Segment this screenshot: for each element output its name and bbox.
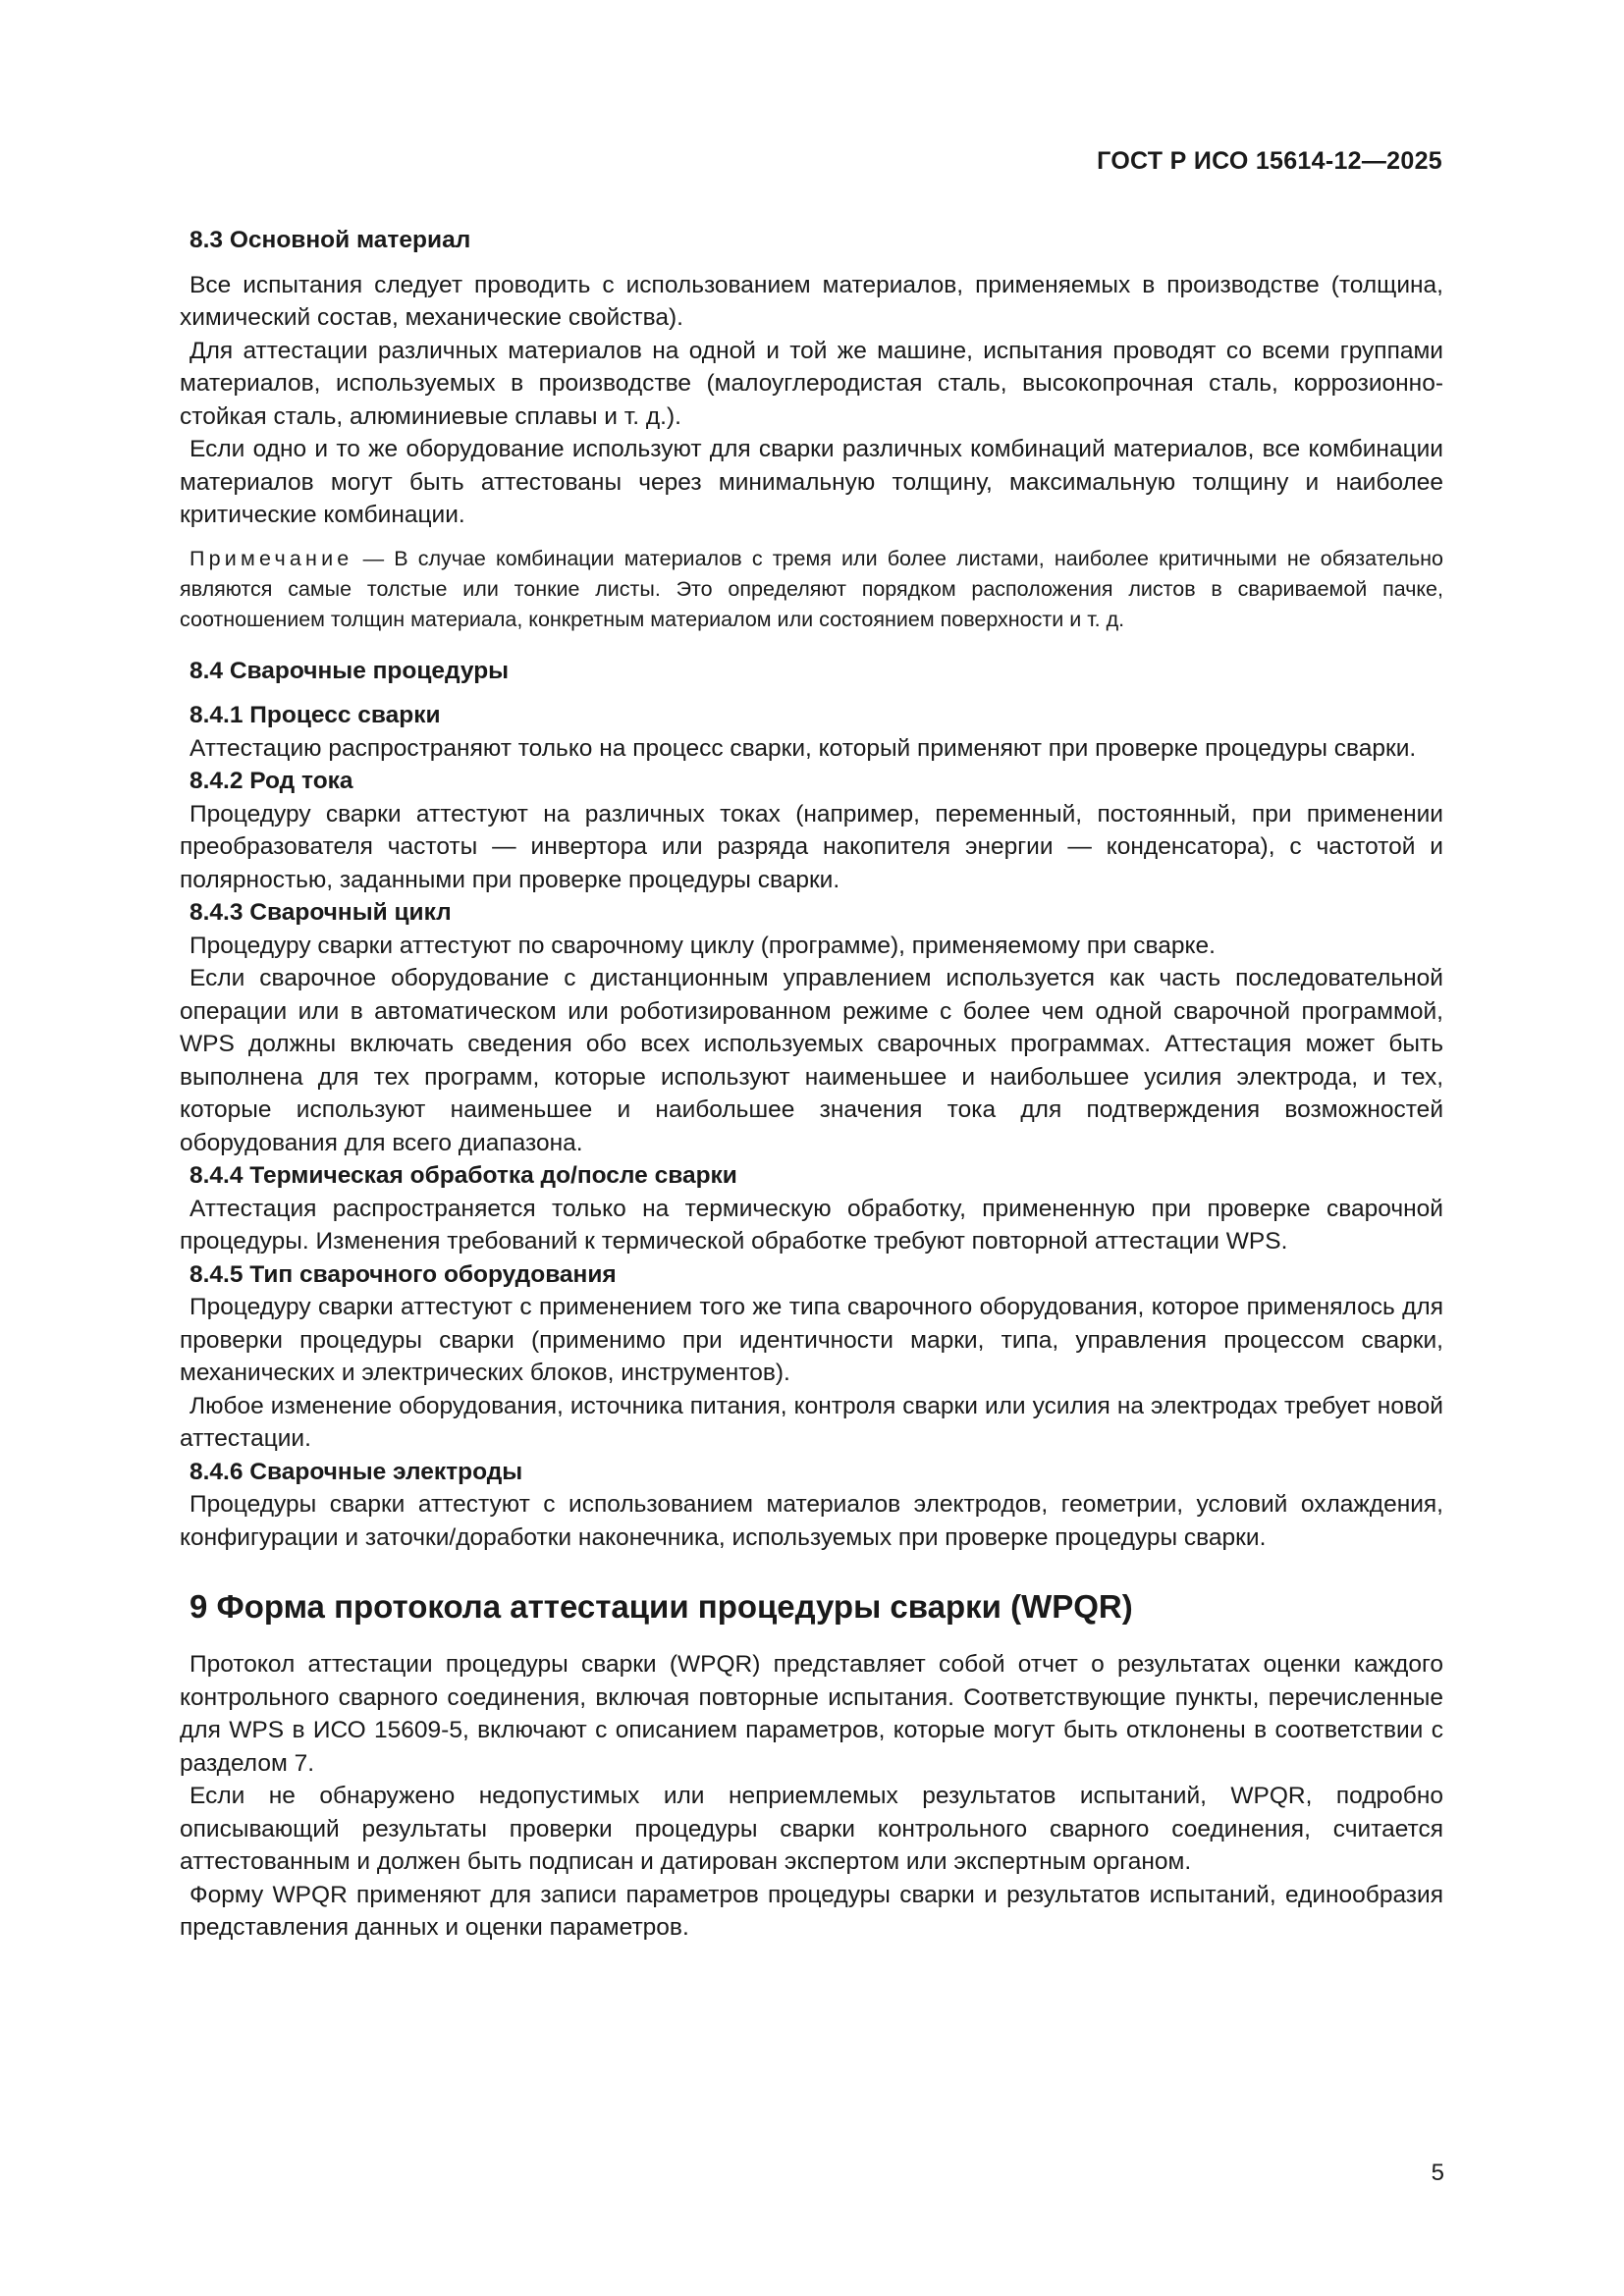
paragraph: Процедуру сварки аттестуют по сварочному циклу (программе), применяемому при сварке.	[189, 932, 1216, 959]
section-8-4-2-heading: 8.4.2 Род тока	[189, 768, 353, 794]
paragraph: Аттестацию распространяют только на процесс сварки, который применяют при проверке процедуры сварки.	[189, 734, 1417, 762]
paragraph: Процедуру сварки аттестуют с применением того же типа сварочного оборудования, которое применялось для проверки процедуры сварки (применимо при идентичности марки, типа, управления процессом сварки, механических и электрических блоков, инструментов).	[180, 1294, 1443, 1386]
section-9-heading: 9 Форма протокола аттестации процедуры сварки (WPQR)	[189, 1588, 1133, 1625]
paragraph: Если одно и то же оборудование используют для сварки различных комбинаций материалов, все комбинации материалов могут быть аттестованы через минимальную толщину, максимальную толщину и наиболее критические комбинации.	[180, 436, 1443, 528]
section-8-4-3-heading: 8.4.3 Сварочный цикл	[189, 899, 452, 926]
section-8-4-4-heading: 8.4.4 Термическая обработка до/после сварки	[189, 1162, 737, 1189]
paragraph: Процедуры сварки аттестуют с использованием материалов электродов, геометрии, условий охлаждения, конфигурации и заточки/доработки наконечника, используемых при проверке процедуры сварки.	[180, 1491, 1443, 1551]
paragraph: Процедуру сварки аттестуют на различных токах (например, переменный, постоянный, при применении преобразователя частоты — инвертора или разряда накопителя энергии — конденсатора), с частотой и полярностью, заданными при проверке процедуры сварки.	[180, 800, 1443, 893]
page-content	[180, 224, 1443, 1945]
note-text: — В случае комбинации материалов с тремя или более листами, наиболее критичными не обязательно являются самые толстые или тонкие листы. Это определяют порядком расположения листов в свариваемой пачке, соотношением толщин материала, конкретным материалом или состоянием поверхности и т. д.	[180, 546, 1443, 631]
paragraph: Для аттестации различных материалов на одной и той же машине, испытания проводят со всеми группами материалов, используемых в производстве (малоуглеродистая сталь, высокопрочная сталь, коррозионно-стойкая сталь, алюминиевые сплавы и т. д.).	[180, 337, 1443, 430]
standard-header: ГОСТ Р ИСО 15614-12—2025	[1097, 147, 1442, 175]
paragraph: Все испытания следует проводить с использованием материалов, применяемых в производстве (толщина, химический состав, механические свойства).	[180, 271, 1443, 331]
paragraph: Аттестация распространяется только на термическую обработку, примененную при проверке сварочной процедуры. Изменения требований к термической обработке требуют повторной аттестации WPS.	[180, 1195, 1443, 1255]
paragraph: Форму WPQR применяют для записи параметров процедуры сварки и результатов испытаний, единообразия представления данных и оценки параметров.	[180, 1881, 1443, 1941]
note	[180, 544, 1443, 635]
page-number: 5	[1431, 2160, 1444, 2186]
section-8-4-5-heading: 8.4.5 Тип сварочного оборудования	[189, 1260, 617, 1288]
section-8-3-heading: 8.3 Основной материал	[189, 227, 471, 253]
paragraph: Любое изменение оборудования, источника питания, контроля сварки или усилия на электродах требует новой аттестации.	[180, 1392, 1443, 1452]
section-8-4-heading: 8.4 Сварочные процедуры	[189, 657, 510, 684]
paragraph: Если не обнаружено недопустимых или неприемлемых результатов испытаний, WPQR, подробно описывающий результаты проверки процедуры сварки контрольного сварного соединения, считается аттестованным и должен быть подписан и датирован экспертом или экспертным органом.	[180, 1783, 1443, 1875]
section-8-4-1-heading: 8.4.1 Процесс сварки	[189, 702, 441, 728]
paragraph: Если сварочное оборудование с дистанционным управлением используется как часть последовательной операции или в автоматическом или роботизированном режиме с более чем одной сварочной программой, WPS должны включать сведения обо всех используемых сварочных программах. Аттестация может быть выполнена для тех программ, которые используют наименьшее и наибольшее усилия электрода, и тех, которые используют наименьшее и наибольшее значения тока для подтверждения возможностей оборудования для всего диапазона.	[180, 965, 1443, 1156]
section-8-4-6-heading: 8.4.6 Сварочные электроды	[189, 1458, 523, 1485]
paragraph: Протокол аттестации процедуры сварки (WPQR) представляет собой отчет о результатах оценки каждого контрольного сварного соединения, включая повторные испытания. Соответствующие пункты, перечисленные для WPS в ИСО 15609-5, включают с описанием параметров, которые могут быть отклонены в соответствии с разделом 7.	[180, 1651, 1443, 1777]
note-label: Примечание	[189, 546, 353, 570]
